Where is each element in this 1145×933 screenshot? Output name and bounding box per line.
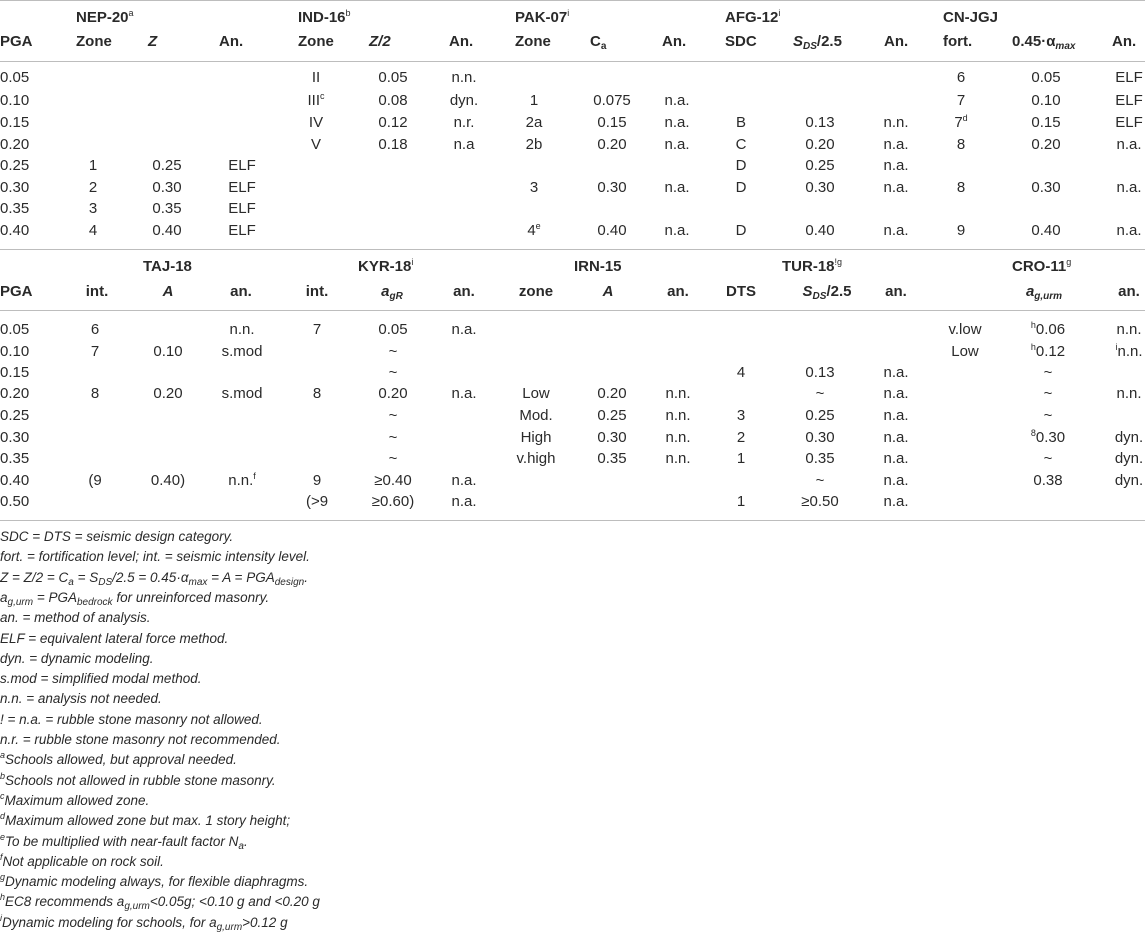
cell-nep-zone: 2 xyxy=(88,179,98,196)
table-bottom-rule xyxy=(0,520,1145,521)
cell-taj-a: 0.10 xyxy=(153,343,183,360)
footnote: $^d$Maximum allowed zone but max. 1 story height; xyxy=(0,811,291,829)
cell-cn-alpha: 0.05 xyxy=(1031,69,1061,86)
cell-cn-fort: 9 xyxy=(956,222,966,239)
cell-ind-z: 0.12 xyxy=(378,114,408,131)
col-header-kyr-int: int. xyxy=(305,283,329,300)
cell-pak-zone: 3 xyxy=(529,179,539,196)
footnote: $^h$EC8 recommends $a_{g,urm}<0.05g$; <0.10 g and <0.20 g xyxy=(0,892,320,913)
cell-cro-an: n.n. xyxy=(1116,385,1142,402)
cell-afg-sdc: D xyxy=(735,222,747,239)
cell-ind-zone: IV xyxy=(308,114,324,131)
col-header-irn-a: A xyxy=(602,283,614,300)
group-header-nep-20: NEP-20$^a$ xyxy=(76,8,134,26)
cell-kyr-agr: ≥0.60) xyxy=(371,493,415,510)
cell-pga: 0.20 xyxy=(0,136,30,153)
cell-pga: 0.40 xyxy=(0,472,30,489)
cell-tur-dts: 1 xyxy=(736,493,746,510)
cell-irn-a: 0.20 xyxy=(597,385,627,402)
cell-cro-an: dyn. xyxy=(1114,429,1144,446)
footnote: $^b$Schools not allowed in rubble stone masonry. xyxy=(0,770,276,788)
cell-kyr-int: 8 xyxy=(312,385,322,402)
cell-taj-an: s.mod xyxy=(221,343,263,360)
col-header-irn-zone: zone xyxy=(518,283,554,300)
cell-nep-z: 0.25 xyxy=(152,157,182,174)
cell-irn-a: 0.25 xyxy=(597,407,627,424)
cell-nep-zone: 4 xyxy=(88,222,98,239)
cell-tur-an: n.a. xyxy=(883,493,909,510)
cell-tur-an: n.a. xyxy=(883,472,909,489)
col-header-afg-an: An. xyxy=(884,33,909,50)
cell-tur-sds: ≥0.50 xyxy=(801,493,839,510)
cell-tur-dts: 1 xyxy=(736,450,746,467)
cell-nep-zone: 1 xyxy=(88,157,98,174)
col-header-cn-an: An. xyxy=(1112,33,1137,50)
cell-taj-a: 0.20 xyxy=(153,385,183,402)
cell-pga: 0.05 xyxy=(0,69,30,86)
cell-ind-an: n.a xyxy=(453,136,475,153)
cell-nep-an: ELF xyxy=(228,222,256,239)
cell-ind-zone: V xyxy=(310,136,322,153)
cell-afg-sds: 0.20 xyxy=(805,136,835,153)
cell-cro-zone: v.low xyxy=(948,321,982,338)
cell-cro-agurm: $^h$0.12 xyxy=(1030,342,1066,360)
cell-pga: 0.35 xyxy=(0,450,30,467)
cell-taj-int: 8 xyxy=(90,385,100,402)
footnote: n.r. = rubble stone masonry not recommended. xyxy=(0,732,281,747)
cell-afg-sdc: C xyxy=(735,136,747,153)
col-header-ind-z2: Z/2 xyxy=(369,33,391,50)
cell-afg-an: n.a. xyxy=(883,157,909,174)
cell-kyr-agr: 0.05 xyxy=(378,321,408,338)
cell-tur-an: n.a. xyxy=(883,407,909,424)
cell-pga: 0.20 xyxy=(0,385,30,402)
cell-kyr-agr: ~ xyxy=(388,429,398,446)
cell-kyr-an: n.a. xyxy=(451,472,477,489)
cell-cn-fort: 8 xyxy=(956,136,966,153)
cell-pak-an: n.a. xyxy=(664,92,690,109)
col-header-pak-ca: $C_a$ xyxy=(590,33,607,52)
cell-cro-agurm: ~ xyxy=(1043,407,1053,424)
footnote: ! = n.a. = rubble stone masonry not allowed. xyxy=(0,711,263,727)
cell-cro-agurm: $^8$0.30 xyxy=(1030,428,1066,446)
cell-kyr-agr: 0.20 xyxy=(378,385,408,402)
group-header-irn-15: IRN-15 xyxy=(574,258,622,275)
cell-tur-sds: 0.13 xyxy=(805,364,835,381)
cell-pak-ca: 0.15 xyxy=(597,114,627,131)
col-header-kyr-an: an. xyxy=(453,283,475,300)
cell-pak-an: n.a. xyxy=(664,179,690,196)
footnote: n.n. = analysis not needed. xyxy=(0,691,162,707)
footnote: $^c$Maximum allowed zone. xyxy=(0,790,150,808)
group-header-kyr-18: KYR-18$^i$ xyxy=(358,257,414,275)
cell-kyr-agr: ~ xyxy=(388,364,398,381)
cell-pga: 0.15 xyxy=(0,114,30,131)
col-header-afg-sds: $S_{DS}/2.5$ xyxy=(793,33,842,52)
footnote: $a_{g,urm} = PGA_{bedrock}$ for unreinforced masonry. xyxy=(0,589,270,608)
cell-kyr-an: n.a. xyxy=(451,385,477,402)
col-header-tur-dts: DTS xyxy=(726,283,756,300)
cell-kyr-agr: ~ xyxy=(388,343,398,360)
cell-cn-alpha: 0.40 xyxy=(1031,222,1061,239)
cell-afg-an: n.a. xyxy=(883,179,909,196)
cell-cn-fort: 7 xyxy=(956,92,966,109)
cell-pga: 0.30 xyxy=(0,429,30,446)
cell-ind-an: n.n. xyxy=(451,69,477,86)
col-header-nep-zone: Zone xyxy=(76,33,112,50)
cell-afg-an: n.n. xyxy=(883,114,909,131)
cell-ind-an: n.r. xyxy=(453,114,475,131)
col-header-cn-alpha: $0.45\cdot\alpha_{max}$ xyxy=(1012,33,1076,52)
cell-cro-an: dyn. xyxy=(1114,450,1144,467)
cell-cn-alpha: 0.10 xyxy=(1031,92,1061,109)
cell-ind-z: 0.08 xyxy=(378,92,408,109)
cell-pga: 0.40 xyxy=(0,222,30,239)
cell-cro-agurm: ~ xyxy=(1043,450,1053,467)
cell-kyr-int: 7 xyxy=(312,321,322,338)
cell-irn-an: n.n. xyxy=(665,385,691,402)
cell-tur-an: n.a. xyxy=(883,364,909,381)
cell-pak-zone: 2a xyxy=(525,114,543,131)
group-header-cro-11: CRO-11$^g$ xyxy=(1012,257,1072,275)
cell-taj-an: s.mod xyxy=(221,385,263,402)
cell-pak-an: n.a. xyxy=(664,114,690,131)
cell-tur-an: n.a. xyxy=(883,450,909,467)
group-header-cn-jgj: CN-JGJ xyxy=(943,9,999,26)
cell-irn-an: n.n. xyxy=(665,450,691,467)
cell-nep-an: ELF xyxy=(228,157,256,174)
group-header-tur-18: TUR-$18^{!g}$ xyxy=(782,257,843,275)
cell-irn-an: n.n. xyxy=(665,407,691,424)
cell-pga: 0.25 xyxy=(0,407,30,424)
cell-pga: 0.10 xyxy=(0,343,30,360)
col-header-taj-a: A xyxy=(162,283,174,300)
cell-pga: 0.15 xyxy=(0,364,30,381)
cell-tur-an: n.a. xyxy=(883,429,909,446)
col-header-tur-sds: $S_{DS}/2.5$ xyxy=(802,283,852,302)
cell-irn-a: 0.35 xyxy=(597,450,627,467)
col-header-nep-an: An. xyxy=(219,33,244,50)
group-header-pak-07: PAK-07$^i$ xyxy=(515,8,570,26)
cell-nep-z: 0.40 xyxy=(152,222,182,239)
cell-pga: 0.50 xyxy=(0,493,30,510)
cell-afg-sdc: B xyxy=(735,114,747,131)
cell-pak-ca: 0.20 xyxy=(597,136,627,153)
col-header-pak-zone: Zone xyxy=(515,33,551,50)
col-header-taj-int: int. xyxy=(85,283,109,300)
group-header-taj-18: TAJ-18 xyxy=(143,258,192,275)
cell-irn-zone: Low xyxy=(522,385,550,402)
cell-pak-ca: 0.30 xyxy=(597,179,627,196)
cell-cro-agurm: ~ xyxy=(1043,364,1053,381)
footnote: an. = method of analysis. xyxy=(0,610,151,626)
cell-cro-zone: Low xyxy=(951,343,979,360)
cell-ind-z: 0.05 xyxy=(378,69,408,86)
col-header-tur-an: an. xyxy=(885,283,907,300)
footnote: ELF = equivalent lateral force method. xyxy=(0,630,229,646)
cell-kyr-int: (>9 xyxy=(305,493,329,510)
col-header-irn-an: an. xyxy=(667,283,689,300)
cell-ind-an: dyn. xyxy=(449,92,479,109)
cell-taj-an: n.n. xyxy=(229,321,255,338)
cell-irn-zone: v.high xyxy=(516,450,556,467)
cell-kyr-agr: ~ xyxy=(388,407,398,424)
cell-tur-an: n.a. xyxy=(883,385,909,402)
footnote: $^i$Dynamic modeling for schools, for $a_{g,urm}>0.12$ g xyxy=(0,912,288,933)
footnote: dyn. = dynamic modeling. xyxy=(0,650,154,666)
cell-taj-int: 6 xyxy=(90,321,100,338)
col-header-cro-an: an. xyxy=(1118,283,1140,300)
cell-cro-an: $^i$n.n. xyxy=(1115,342,1143,360)
footnote: $^f$Not applicable on rock soil. xyxy=(0,851,164,869)
cell-afg-an: n.a. xyxy=(883,222,909,239)
footnote: s.mod = simplified modal method. xyxy=(0,671,202,687)
col-header-pga-2: PGA xyxy=(0,283,33,300)
footnote: $^g$Dynamic modeling always, for flexible diaphragms. xyxy=(0,872,309,890)
cell-afg-sds: 0.40 xyxy=(805,222,835,239)
cell-taj-a: 0.40) xyxy=(150,472,186,489)
cell-afg-sds: 0.30 xyxy=(805,179,835,196)
cell-cn-an: ELF xyxy=(1115,114,1143,131)
cell-afg-sdc: D xyxy=(735,157,747,174)
cell-cn-an: n.a. xyxy=(1116,136,1142,153)
cell-taj-int: 7 xyxy=(90,343,100,360)
cell-irn-zone: High xyxy=(520,429,552,446)
cell-taj-int: (9 xyxy=(88,472,102,489)
group-header-ind-16: IND-16$^b$ xyxy=(298,8,351,26)
cell-cro-an: dyn. xyxy=(1114,472,1144,489)
cell-irn-an: n.n. xyxy=(665,429,691,446)
cell-cn-alpha: 0.15 xyxy=(1031,114,1061,131)
cell-cn-an: n.a. xyxy=(1116,179,1142,196)
cell-cro-an: n.n. xyxy=(1116,321,1142,338)
col-header-taj-an: an. xyxy=(230,283,252,300)
cell-kyr-int: 9 xyxy=(312,472,322,489)
cell-nep-an: ELF xyxy=(228,179,256,196)
cell-pak-ca: 0.40 xyxy=(597,222,627,239)
col-header-ind-an: An. xyxy=(449,33,474,50)
cell-tur-sds: 0.35 xyxy=(805,450,835,467)
cell-ind-z: 0.18 xyxy=(378,136,408,153)
cell-nep-z: 0.35 xyxy=(152,200,182,217)
footnote: $Z = Z/2 = C_a = S_{DS}/2.5 = 0.45\cdot\alpha_{max} = A = PGA_{design}$. xyxy=(0,569,308,588)
cell-cn-an: ELF xyxy=(1115,69,1143,86)
cell-nep-z: 0.30 xyxy=(152,179,182,196)
col-header-kyr-agr: $a_{gR}$ xyxy=(381,283,403,302)
cell-pak-zone: 2b xyxy=(525,136,543,153)
cell-tur-sds: 0.25 xyxy=(805,407,835,424)
cell-cro-agurm: 0.38 xyxy=(1033,472,1063,489)
cell-taj-an: n.n.$^f$ xyxy=(228,471,256,489)
cell-tur-sds: ~ xyxy=(815,385,825,402)
table2-header-rule xyxy=(0,310,1145,311)
col-header-afg-sdc: SDC xyxy=(725,33,757,50)
cell-pak-zone: 4e xyxy=(527,221,541,239)
cell-pga: 0.35 xyxy=(0,200,30,217)
cell-pak-an: n.a. xyxy=(664,222,690,239)
cell-tur-dts: 4 xyxy=(736,364,746,381)
cell-cro-agurm: ~ xyxy=(1043,385,1053,402)
cell-cn-an: n.a. xyxy=(1116,222,1142,239)
cell-cn-alpha: 0.30 xyxy=(1031,179,1061,196)
cell-irn-zone: Mod. xyxy=(519,407,553,424)
cell-afg-sds: 0.25 xyxy=(805,157,835,174)
cell-nep-zone: 3 xyxy=(88,200,98,217)
cell-pak-ca: 0.075 xyxy=(593,92,631,109)
cell-cn-fort: 7$^d$ xyxy=(954,113,968,131)
cell-ind-zone: II xyxy=(311,69,321,86)
cell-cro-agurm: $^h$0.06 xyxy=(1030,320,1066,338)
cell-cn-an: ELF xyxy=(1115,92,1143,109)
cell-pak-an: n.a. xyxy=(664,136,690,153)
col-header-pak-an: An. xyxy=(662,33,687,50)
cell-pga: 0.25 xyxy=(0,157,30,174)
footnote: $^a$Schools allowed, but approval needed. xyxy=(0,750,237,768)
cell-kyr-an: n.a. xyxy=(451,321,477,338)
cell-tur-dts: 2 xyxy=(736,429,746,446)
cell-pga: 0.05 xyxy=(0,321,30,338)
cell-tur-sds: 0.30 xyxy=(805,429,835,446)
group-header-afg-12: AFG-12$^i$ xyxy=(725,8,781,26)
cell-pga: 0.10 xyxy=(0,92,30,109)
cell-cn-alpha: 0.20 xyxy=(1031,136,1061,153)
cell-kyr-agr: ~ xyxy=(388,450,398,467)
cell-afg-sds: 0.13 xyxy=(805,114,835,131)
cell-cn-fort: 6 xyxy=(956,69,966,86)
footnote: $^e$To be multiplied with near-fault factor $N_a$. xyxy=(0,831,248,852)
cell-nep-an: ELF xyxy=(228,200,256,217)
footnote: SDC = DTS = seismic design category. xyxy=(0,529,234,544)
cell-pga: 0.30 xyxy=(0,179,30,196)
cell-kyr-agr: ≥0.40 xyxy=(374,472,412,489)
table1-header-rule xyxy=(0,61,1145,62)
cell-kyr-an: n.a. xyxy=(451,493,477,510)
cell-pak-zone: 1 xyxy=(529,92,539,109)
col-header-pga: PGA xyxy=(0,33,33,50)
col-header-ind-zone: Zone xyxy=(298,33,334,50)
col-header-cn-fort: fort. xyxy=(943,33,973,50)
cell-afg-sdc: D xyxy=(735,179,747,196)
col-header-nep-z: Z xyxy=(148,33,158,50)
cell-tur-dts: 3 xyxy=(736,407,746,424)
cell-cn-fort: 8 xyxy=(956,179,966,196)
cell-afg-an: n.a. xyxy=(883,136,909,153)
col-header-cro-agurm: $a_{g,urm}$ xyxy=(1025,283,1063,302)
table-top-rule xyxy=(0,0,1145,1)
cell-irn-a: 0.30 xyxy=(597,429,627,446)
cell-tur-sds: ~ xyxy=(815,472,825,489)
cell-ind-zone: III$^c$ xyxy=(307,91,325,109)
footnote: fort. = fortification level; int. = seismic intensity level. xyxy=(0,549,310,565)
table-middle-rule xyxy=(0,249,1145,250)
